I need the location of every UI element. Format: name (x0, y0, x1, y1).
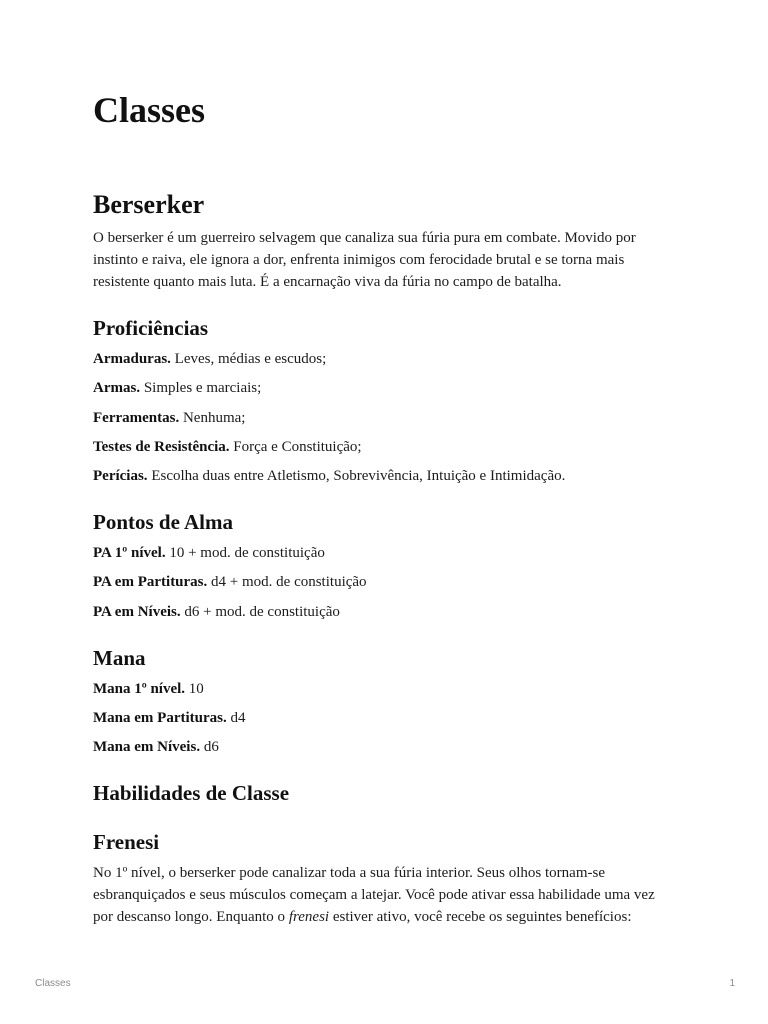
section-heading-proficiencias: Proficiências (93, 316, 209, 340)
footer-document-title: Classes (35, 978, 71, 989)
paragraph-line (93, 906, 703, 928)
frenesi-description (93, 862, 703, 928)
item-label: Testes de Resistência. (93, 438, 230, 455)
item-text: Escolha duas entre Atletismo, Sobrevivência, Intuição e Intimidação. (151, 468, 566, 485)
item-text: 10 (188, 680, 204, 697)
item-label: Mana 1º nível. (93, 680, 186, 697)
proficiency-item (93, 348, 703, 370)
stat-item (93, 542, 703, 564)
item-text: d4 + mod. de constituição (211, 574, 367, 591)
pontos-de-alma-list (93, 542, 703, 623)
section-heading-berserker: Berserker (93, 190, 205, 219)
item-text: Leves, médias e escudos; (174, 351, 327, 367)
item-label: PA em Partituras. (93, 574, 208, 591)
item-label: Armas. (93, 380, 141, 397)
item-label: PA em Níveis. (93, 603, 181, 620)
item-text: 10 + mod. de constituição (169, 545, 325, 562)
item-text: d6 + mod. de constituição (184, 603, 340, 620)
section-heading-mana: Mana (93, 645, 146, 670)
item-label: PA 1º nível. (93, 545, 166, 562)
line-text: por descanso longo. Enquanto o (93, 909, 289, 926)
item-text: d4 (230, 710, 246, 727)
item-label: Armaduras. (93, 351, 171, 367)
proficiency-item (93, 377, 703, 399)
section-heading-habilidades: Habilidades de Classe (93, 781, 290, 806)
proficiency-item (93, 407, 703, 429)
stat-item (93, 601, 703, 623)
paragraph-line: resistente quanto mais luta. É a encarnação viva da fúria no campo de batalha. (93, 274, 562, 290)
mana-list (93, 678, 703, 759)
item-text: Força e Constituição; (233, 438, 362, 455)
proficiencias-list (93, 348, 703, 487)
paragraph-line: No 1º nível, o berserker pode canalizar toda a sua fúria interior. Seus olhos tornam-se (93, 865, 605, 882)
item-label: Perícias. (93, 468, 148, 485)
item-text: Simples e marciais; (143, 380, 262, 397)
section-heading-frenesi: Frenesi (93, 830, 160, 855)
page-content (93, 0, 703, 928)
section-heading-pontos-de-alma: Pontos de Alma (93, 510, 234, 535)
item-label: Mana em Níveis. (93, 739, 201, 756)
page-title: Classes (93, 90, 206, 130)
stat-item (93, 736, 703, 758)
item-label: Ferramentas. (93, 409, 180, 426)
paragraph-line: instinto e raiva, ele ignora a dor, enfrenta inimigos com ferocidade brutal e se torna mais (93, 252, 625, 268)
stat-item (93, 571, 703, 593)
emphasized-term: frenesi (288, 909, 330, 926)
line-text: estiver ativo, você recebe os seguintes benefícios: (329, 909, 632, 926)
item-text: Nenhuma; (182, 409, 246, 426)
paragraph-line: O berserker é um guerreiro selvagem que canaliza sua fúria pura em combate. Movido por (93, 230, 636, 246)
proficiency-item (93, 465, 703, 487)
stat-item (93, 707, 703, 729)
berserker-description (93, 227, 703, 293)
proficiency-item (93, 436, 703, 458)
footer-page-number: 1 (729, 978, 735, 989)
stat-item (93, 678, 703, 700)
item-text: d6 (203, 739, 219, 756)
paragraph-line: esbranquiçados e seus músculos começam a latejar. Você pode ativar essa habilidade uma vez (93, 887, 655, 904)
item-label: Mana em Partituras. (93, 710, 227, 727)
